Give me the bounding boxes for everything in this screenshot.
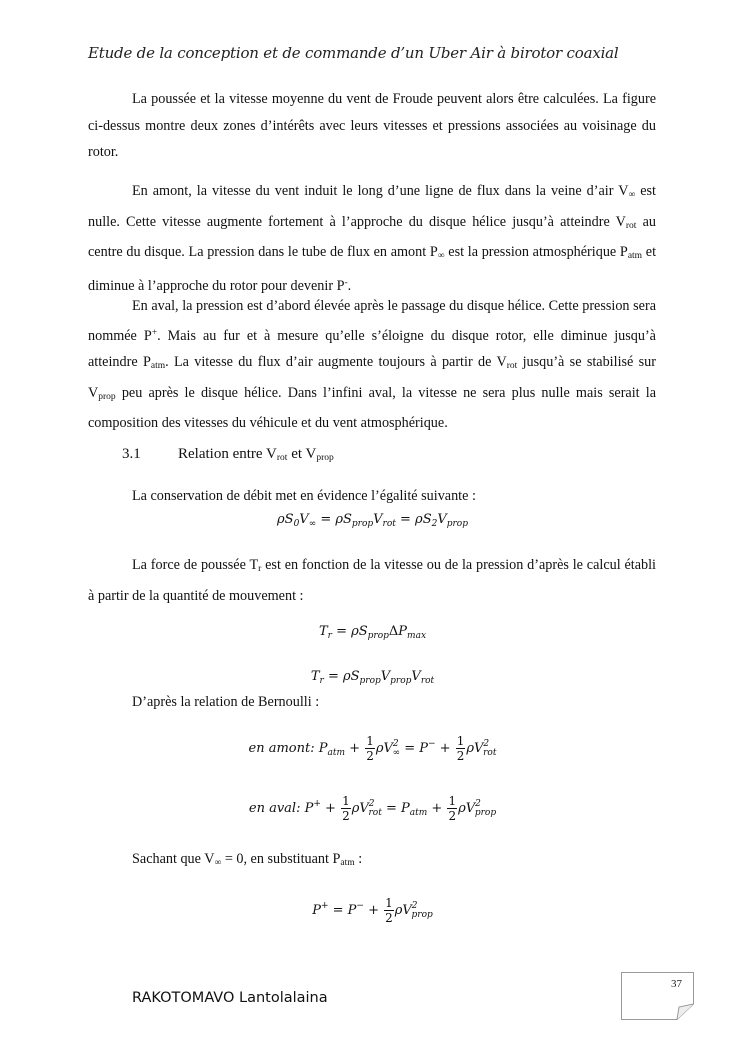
equation-final: P+ = P− + $\frac{1}{2}$ $\rho V^2_{prop}$ <box>312 896 433 925</box>
paragraph-amont: En amont, la vitesse du vent induit le long d’une ligne de flux dans la veine d’air $V_\infty$ est nulle. Cette vitesse augmente fortement à l’approche du disque hélice jusqu’à atteindre $V_{rot}$ au centre du disque. La pression dans le tube de flux en amont $P_\infty$ est la pression atmosphérique $P_{atm}$ et diminue à l’approche du rotor pour devenir P-. <box>88 183 657 294</box>
section-number: 3.1 <box>122 446 141 462</box>
paragraph-aval: En aval, la pression est d’abord élevée après le passage du disque hélice. Cette pression sera nommée P+. Mais au fur et à mesure qu’elle s’éloigne du disque rotor, elle diminue jusqu’à atteindre $P_{atm}$. La vitesse du flux d’air augmente toujours à partir de $V_{rot}$ jusqu’à se stabilisé sur $V_{prop}$ peu après le disque hélice. Dans l’infini aval, la vitesse ne sera plus nulle mais serait la composition des vitesses du véhicule et du vent atmosphérique. <box>88 298 656 431</box>
footer-author: RAKOTOMAVO Lantolalaina <box>132 990 328 1006</box>
equation-bernoulli-aval: en aval: P+ + $\frac{1}{2}$ $\rho V^2_{rot} = P_{atm}$ + $\frac{1}{2}$ $\rho V^2_{prop}$ <box>248 794 497 823</box>
paragraph-froude: La poussée et la vitesse moyenne du vent de Froude peuvent alors être calculées. La figure ci-dessus montre deux zones d’intérêts avec leurs vitesses et pressions associées au voisinage du rotor. <box>88 91 656 160</box>
conservation-text: La conservation de débit met en évidence l’égalité suivante : <box>132 488 476 504</box>
page-number-box <box>621 972 694 1020</box>
running-header: Etude de la conception et de commande d’un Uber Air à birotor coaxial <box>88 44 619 62</box>
bernoulli-text: D’après la relation de Bernoulli : <box>132 694 320 710</box>
page-corner-icon <box>621 972 694 1020</box>
equation-bernoulli-amont: en amont: $P_{atm}$ + $\frac{1}{2}$ $\rho V^2_\infty = P^-$ + $\frac{1}{2}$ $\rho V^2_{rot}$ <box>248 734 497 763</box>
paragraph-force: La force de poussée $T_r$ est en fonction de la vitesse ou de la pression d’après le calcul établi à partir de la quantité de mouvement : <box>88 557 656 604</box>
equation-thrust-pressure: $T_r = \rho S_{prop}\Delta P_{max}$ <box>318 624 427 641</box>
page-number: 37 <box>671 978 682 990</box>
equation-thrust-velocity: $T_r = \rho S_{prop}V_{prop}V_{rot}$ <box>310 669 435 686</box>
section-heading: 3.1 Relation entre $V_{rot}$ et $V_{prop}$ <box>122 446 334 463</box>
sachant-text: Sachant que $V_\infty = 0$, en substituant $P_{atm}$ : <box>132 851 363 868</box>
equation-conservation: $\rho S_0V_\infty = \rho S_{prop}V_{rot} = \rho S_2V_{prop}$ <box>277 512 468 529</box>
